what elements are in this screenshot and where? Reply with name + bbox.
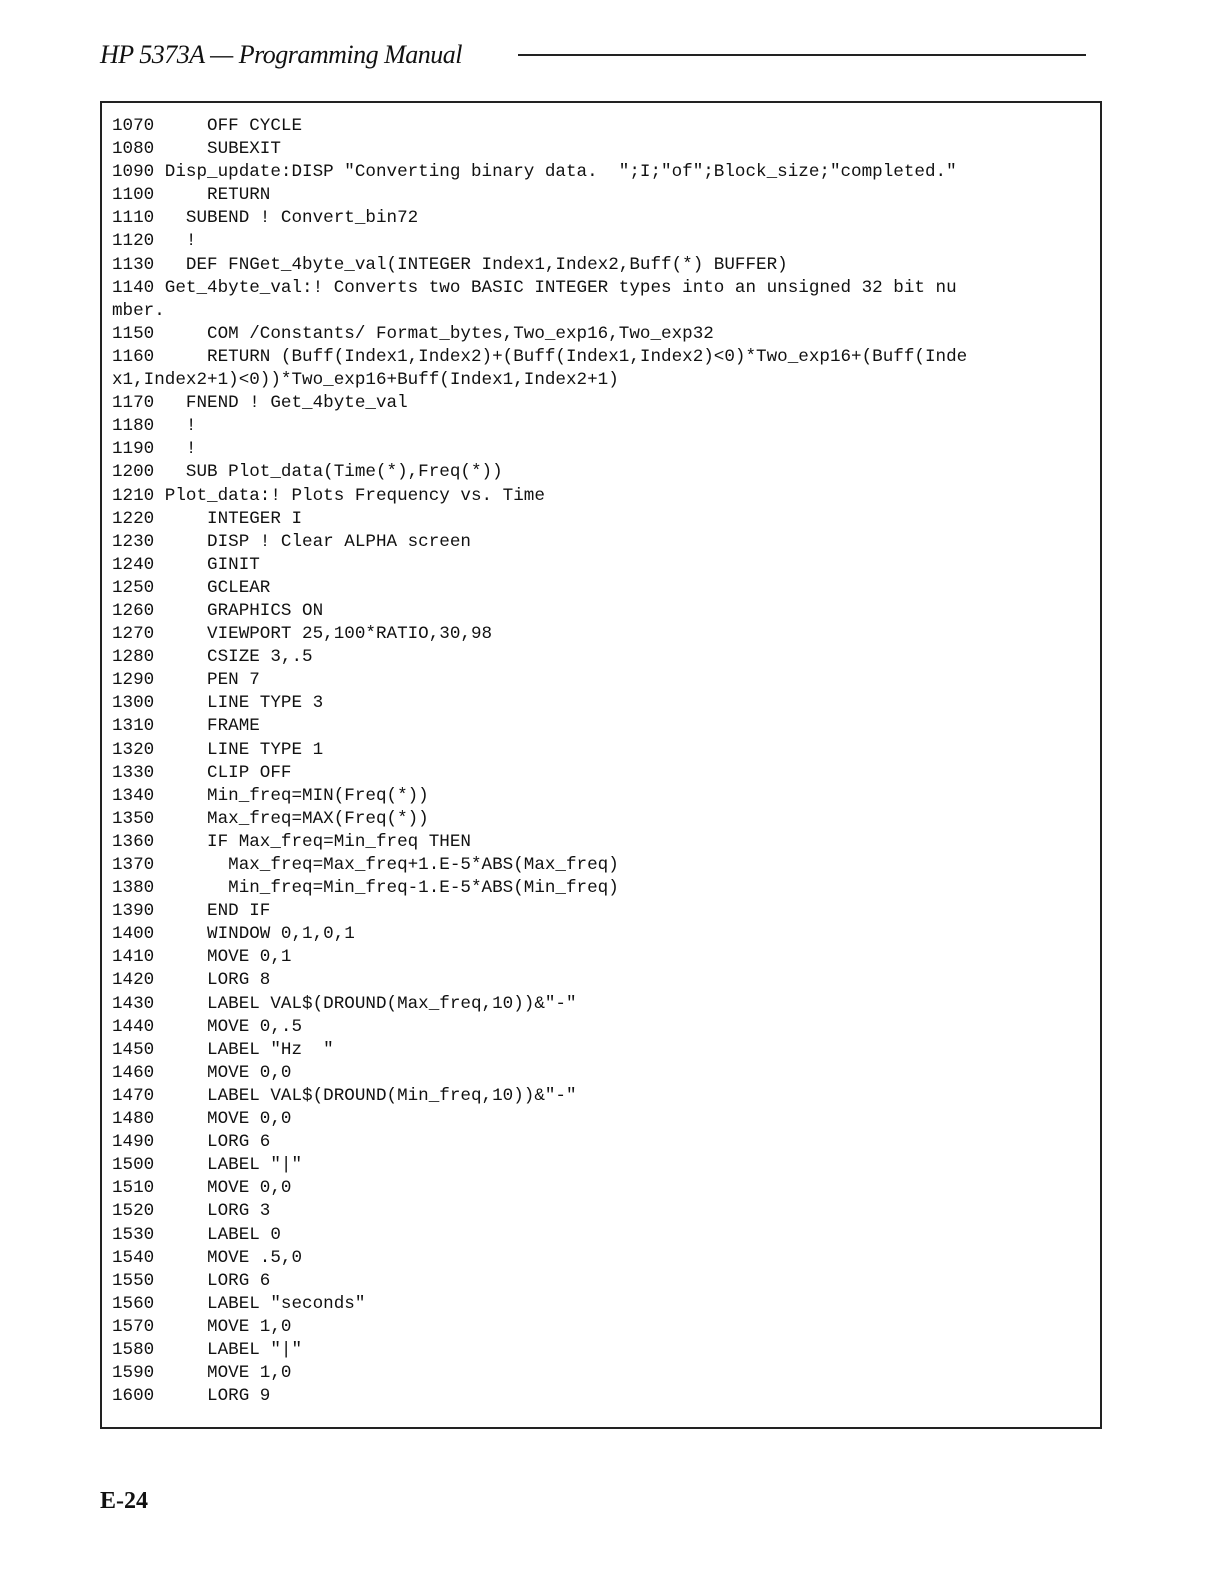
code-line: 1470 LABEL VAL$(DROUND(Min_freq,10))&"-" (112, 1085, 577, 1106)
code-line: 1360 IF Max_freq=Min_freq THEN (112, 831, 471, 852)
code-line: 1220 INTEGER I (112, 508, 303, 529)
code-line: 1330 CLIP OFF (112, 762, 292, 783)
code-line: 1190 ! (112, 439, 197, 460)
code-line: 1430 LABEL VAL$(DROUND(Max_freq,10))&"-" (112, 993, 577, 1014)
code-line: 1240 GINIT (112, 554, 260, 575)
code-line: 1080 SUBEXIT (112, 139, 281, 160)
code-listing-box (100, 101, 1102, 1429)
code-line: 1090 Disp_update:DISP "Converting binary data. ";I;"of";Block_size;"completed." (112, 162, 957, 183)
code-line: 1300 LINE TYPE 3 (112, 693, 324, 714)
code-line: 1410 MOVE 0,1 (112, 947, 292, 968)
code-line: 1210 Plot_data:! Plots Frequency vs. Time (112, 485, 545, 506)
code-line: 1580 LABEL "|" (112, 1339, 303, 1360)
code-line: 1070 OFF CYCLE (112, 116, 303, 136)
code-listing (112, 115, 967, 1408)
code-line: 1550 LORG 6 (112, 1270, 271, 1291)
code-line: 1270 VIEWPORT 25,100*RATIO,30,98 (112, 624, 493, 645)
code-line: 1230 DISP ! Clear ALPHA screen (112, 531, 471, 552)
code-line: 1250 GCLEAR (112, 577, 271, 598)
code-line: 1390 END IF (112, 901, 271, 922)
code-line: 1540 MOVE .5,0 (112, 1247, 303, 1268)
code-line: 1530 LABEL 0 (112, 1224, 281, 1245)
code-line: 1500 LABEL "|" (112, 1155, 303, 1176)
code-line: 1140 Get_4byte_val:! Converts two BASIC INTEGER types into an unsigned 32 bit nu (112, 277, 957, 298)
code-line: 1130 DEF FNGet_4byte_val(INTEGER Index1,Index2,Buff(*) BUFFER) (112, 254, 788, 275)
header-rule (518, 54, 1086, 56)
code-line: 1170 FNEND ! Get_4byte_val (112, 393, 408, 414)
code-line: 1450 LABEL "Hz " (112, 1039, 334, 1060)
code-line: 1600 LORG 9 (112, 1386, 271, 1407)
code-line: 1180 ! (112, 416, 197, 437)
code-line: 1320 LINE TYPE 1 (112, 739, 324, 760)
code-line: 1260 GRAPHICS ON (112, 600, 324, 621)
code-line: 1280 CSIZE 3,.5 (112, 647, 313, 668)
code-line: 1200 SUB Plot_data(Time(*),Freq(*)) (112, 462, 503, 483)
code-line: 1110 SUBEND ! Convert_bin72 (112, 208, 419, 229)
code-line: 1440 MOVE 0,.5 (112, 1016, 303, 1037)
code-line: 1290 PEN 7 (112, 670, 260, 691)
code-line: 1520 LORG 3 (112, 1201, 271, 1222)
code-line: 1400 WINDOW 0,1,0,1 (112, 924, 355, 945)
code-line: 1160 RETURN (Buff(Index1,Index2)+(Buff(Index1,Index2)<0)*Two_exp16+(Buff(Inde (112, 346, 968, 367)
manual-title: HP 5373A — Programming Manual (100, 40, 463, 69)
code-line: 1370 Max_freq=Max_freq+1.E-5*ABS(Max_freq) (112, 855, 619, 875)
code-line: 1460 MOVE 0,0 (112, 1062, 292, 1083)
page-number: E-24 (100, 1488, 148, 1514)
code-line: 1570 MOVE 1,0 (112, 1316, 292, 1337)
code-line: 1150 COM /Constants/ Format_bytes,Two_exp16,Two_exp32 (112, 323, 714, 344)
code-line: x1,Index2+1)<0))*Two_exp16+Buff(Index1,Index2+1) (112, 370, 619, 391)
code-line: 1480 MOVE 0,0 (112, 1109, 292, 1130)
code-line: 1490 LORG 6 (112, 1132, 271, 1153)
code-line: mber. (112, 300, 165, 321)
code-line: 1380 Min_freq=Min_freq-1.E-5*ABS(Min_freq) (112, 878, 619, 899)
code-line: 1420 LORG 8 (112, 970, 271, 991)
code-line: 1340 Min_freq=MIN(Freq(*)) (112, 785, 429, 806)
code-line: 1560 LABEL "seconds" (112, 1293, 366, 1314)
code-line: 1350 Max_freq=MAX(Freq(*)) (112, 808, 429, 829)
code-line: 1590 MOVE 1,0 (112, 1363, 292, 1384)
page-header (100, 38, 1086, 72)
code-line: 1310 FRAME (112, 716, 260, 737)
code-line: 1120 ! (112, 231, 197, 252)
code-line: 1100 RETURN (112, 185, 271, 206)
code-line: 1510 MOVE 0,0 (112, 1178, 292, 1199)
